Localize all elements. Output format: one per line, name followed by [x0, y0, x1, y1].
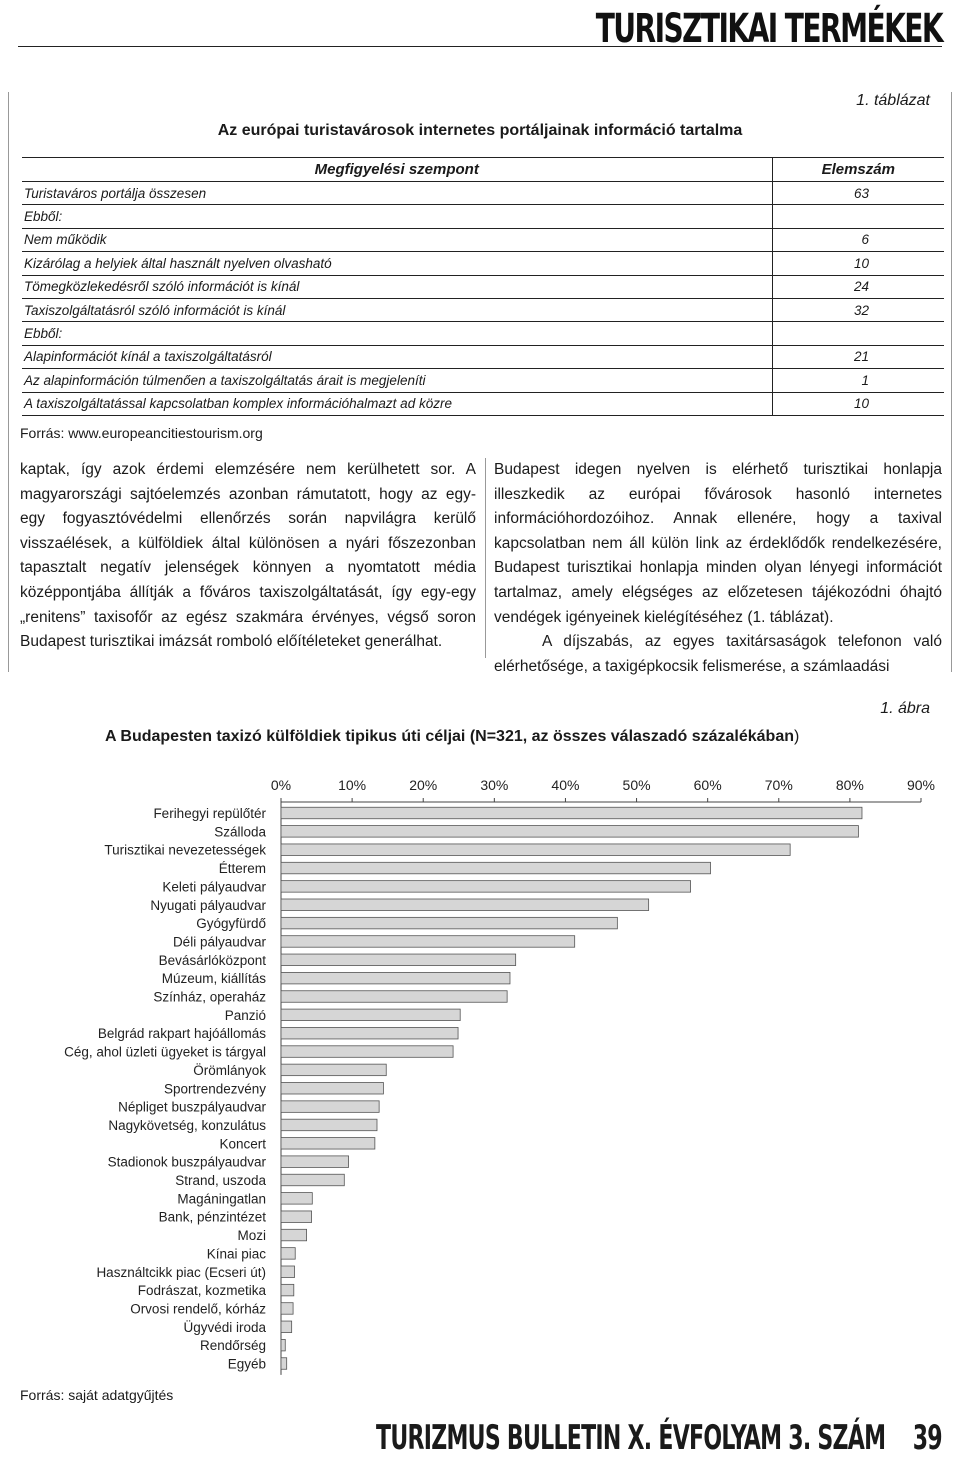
bar: [281, 1119, 377, 1131]
row-count: 24: [772, 275, 944, 298]
x-tick-label: 30%: [480, 777, 509, 793]
category-label: Nagykövetség, konzulátus: [108, 1117, 266, 1133]
category-label: Bevásárlóközpont: [158, 952, 266, 968]
table-row: [22, 322, 944, 345]
bar: [281, 1211, 312, 1223]
row-criterion: Ebből:: [22, 322, 772, 345]
page-number: 39: [912, 1418, 942, 1458]
category-label: Orvosi rendelő, kórház: [130, 1301, 266, 1317]
table-title: Az európai turistavárosok internetes portáljainak információ tartalma: [217, 122, 743, 139]
category-label: Turisztikai nevezetességek: [104, 842, 266, 858]
row-count: 21: [772, 345, 944, 368]
category-label: Belgrád rakpart hajóállomás: [97, 1026, 266, 1042]
category-label: Étterem: [218, 861, 266, 877]
table-row: [22, 369, 944, 392]
paragraph: Budapest idegen nyelven is elérhető turisztikai honlapja illeszkedik az európai fővárosok hasonló internetes információhordozóihoz. Annak ellenére, hogy a taxival kapcsolatban nem áll külön link az érdeklődők rendelkezésére, Budapest turisztikai honlapja minden olyan lényegi információt tartalmaz, amely elégséges az előzetesen tájékozódni óhajtó vendégek igényeinek kielégítéséhez (1. táblázat).: [494, 461, 942, 626]
table-row: [22, 182, 944, 205]
x-tick-label: 20%: [409, 777, 438, 793]
row-criterion: Taxiszolgáltatásról szóló információt is kínál: [22, 298, 772, 321]
category-label: Fodrászat, kozmetika: [137, 1283, 266, 1299]
table-row: [22, 228, 944, 251]
bar: [281, 1009, 460, 1021]
destinations-bar-chart: [0, 770, 960, 1380]
x-tick-label: 10%: [338, 777, 367, 793]
x-tick-label: 50%: [622, 777, 651, 793]
x-tick-label: 80%: [835, 777, 864, 793]
bar: [281, 1046, 453, 1058]
bar: [281, 1027, 458, 1039]
category-label: Nyugati pályaudvar: [150, 897, 266, 913]
row-criterion: Nem működik: [22, 228, 772, 251]
row-criterion: Turistaváros portálja összesen: [22, 182, 772, 205]
category-label: Bank, pénzintézet: [158, 1209, 266, 1225]
bar: [281, 972, 510, 984]
bar: [281, 1358, 287, 1370]
bar: [281, 844, 790, 856]
paragraph: A díjszabás, az egyes taxitársaságok telefonon való elérhetősége, a taxigépkocsik felismerése, a számlaadási: [494, 633, 942, 675]
portal-info-table: [22, 157, 944, 416]
x-tick-label: 0%: [270, 777, 292, 793]
category-label: Sportrendezvény: [163, 1081, 266, 1097]
bar: [281, 917, 617, 929]
category-label: Kínai piac: [206, 1246, 266, 1262]
bar: [281, 1229, 307, 1241]
category-label: Panzió: [224, 1007, 266, 1023]
row-criterion: Alapinformációt kínál a taxiszolgáltatásról: [22, 345, 772, 368]
bar: [281, 826, 858, 838]
section-title: TURISZTIKAI TERMÉKEK: [595, 6, 942, 52]
column-divider: [485, 458, 486, 658]
table-row: [22, 345, 944, 368]
row-count: 10: [772, 252, 944, 275]
bar: [281, 936, 575, 948]
category-label: Múzeum, kiállítás: [161, 971, 266, 987]
figure-label: 1. ábra: [880, 700, 930, 717]
bar: [281, 899, 649, 911]
bar: [281, 1339, 285, 1351]
category-label: Mozi: [237, 1228, 266, 1244]
x-tick-label: 90%: [906, 777, 936, 793]
page-footer: [376, 1418, 942, 1458]
table-header-row: [22, 158, 944, 182]
bar: [281, 1083, 383, 1095]
bar: [281, 1248, 295, 1260]
x-tick-label: 40%: [551, 777, 580, 793]
row-criterion: A taxiszolgáltatással kapcsolatban komplex információhalmazt ad közre: [22, 392, 772, 415]
category-label: Színház, operaház: [153, 989, 266, 1005]
bar: [281, 807, 862, 819]
category-label: Örömlányok: [193, 1062, 266, 1078]
row-criterion: Kizárólag a helyiek által használt nyelven olvasható: [22, 252, 772, 275]
category-label: Déli pályaudvar: [172, 934, 266, 950]
column-header-criterion: Megfigyelési szempont: [22, 158, 772, 182]
bar: [281, 1064, 386, 1076]
bar: [281, 1138, 375, 1150]
bar: [281, 954, 516, 966]
row-criterion: Tömegközlekedésről szóló információt is kínál: [22, 275, 772, 298]
category-label: Cég, ahol üzleti ügyeket is tárgyal: [64, 1044, 266, 1060]
bar: [281, 862, 711, 874]
bar: [281, 1303, 293, 1315]
figure-source: Forrás: saját adatgyűjtés: [20, 1387, 174, 1403]
bar: [281, 1174, 344, 1186]
category-label: Szálloda: [214, 824, 266, 840]
table-row: [22, 275, 944, 298]
body-text-left: kaptak, így azok érdemi elemzésére nem kerülhetett sor. A magyarországi sajtóelemzés azonban rámutatott, hogy az egy-egy fogyasztóvédelmi ellenőrzés során napvilágra kerülő visszaélések, a külföldiek által különösen a nyári főszezonban tapasztalt negatív jelenségek könnyen a nyomtatott média középpontjába állítják a főváros taxiszolgáltatását, így egy-egy „renitens” taxisofőr az egész szakmára érvényes, végső soron Budapest turisztikai imázsát romboló előítéleteket generálhat.: [20, 461, 476, 651]
category-label: Ferihegyi repülőtér: [153, 806, 266, 821]
table-row: [22, 392, 944, 415]
category-label: Strand, uszoda: [175, 1173, 266, 1188]
category-label: Ügyvédi iroda: [183, 1319, 266, 1335]
table-row: [22, 252, 944, 275]
row-count: 1: [772, 369, 944, 392]
x-tick-label: 70%: [764, 777, 793, 793]
bar: [281, 1101, 379, 1113]
row-criterion: Az alapinformáción túlmenően a taxiszolgáltatás árait is megjeleníti: [22, 369, 772, 392]
bar: [281, 1266, 295, 1278]
journal-name: TURIZMUS BULLETIN X. ÉVFOLYAM 3. SZÁM: [376, 1418, 886, 1458]
category-label: Népliget buszpályaudvar: [118, 1099, 266, 1115]
table-label: 1. táblázat: [856, 92, 930, 109]
bar: [281, 1156, 349, 1168]
frame-right-rule: [951, 92, 952, 672]
category-label: Gyógyfürdő: [196, 916, 266, 932]
bar: [281, 881, 691, 893]
frame-left-rule: [8, 92, 9, 672]
category-label: Koncert: [219, 1136, 266, 1152]
row-criterion: Ebből:: [22, 205, 772, 228]
table-row: [22, 205, 944, 228]
bar: [281, 991, 507, 1003]
category-label: Használtcikk piac (Ecseri út): [96, 1264, 266, 1280]
column-header-count: Elemszám: [772, 158, 944, 182]
category-label: Magáningatlan: [177, 1191, 266, 1207]
category-label: Rendőrség: [199, 1338, 266, 1354]
row-count: [772, 322, 944, 345]
category-label: Egyéb: [227, 1356, 266, 1372]
row-count: 63: [772, 182, 944, 205]
body-text-right: [494, 458, 942, 679]
table-row: [22, 298, 944, 321]
bar: [281, 1284, 294, 1296]
bar: [281, 1321, 292, 1333]
table-source: Forrás: www.europeancitiestourism.org: [20, 425, 263, 441]
row-count: 32: [772, 298, 944, 321]
row-count: 10: [772, 392, 944, 415]
x-tick-label: 60%: [693, 777, 722, 793]
row-count: 6: [772, 228, 944, 251]
header-rule: [18, 46, 942, 47]
chart-title: A Budapesten taxizó külföldiek tipikus úti céljai (N=321, az összes válaszadó százalékában): [105, 728, 800, 745]
bar: [281, 1193, 312, 1205]
category-label: Keleti pályaudvar: [162, 879, 266, 895]
category-label: Stadionok buszpályaudvar: [107, 1154, 266, 1170]
row-count: [772, 205, 944, 228]
